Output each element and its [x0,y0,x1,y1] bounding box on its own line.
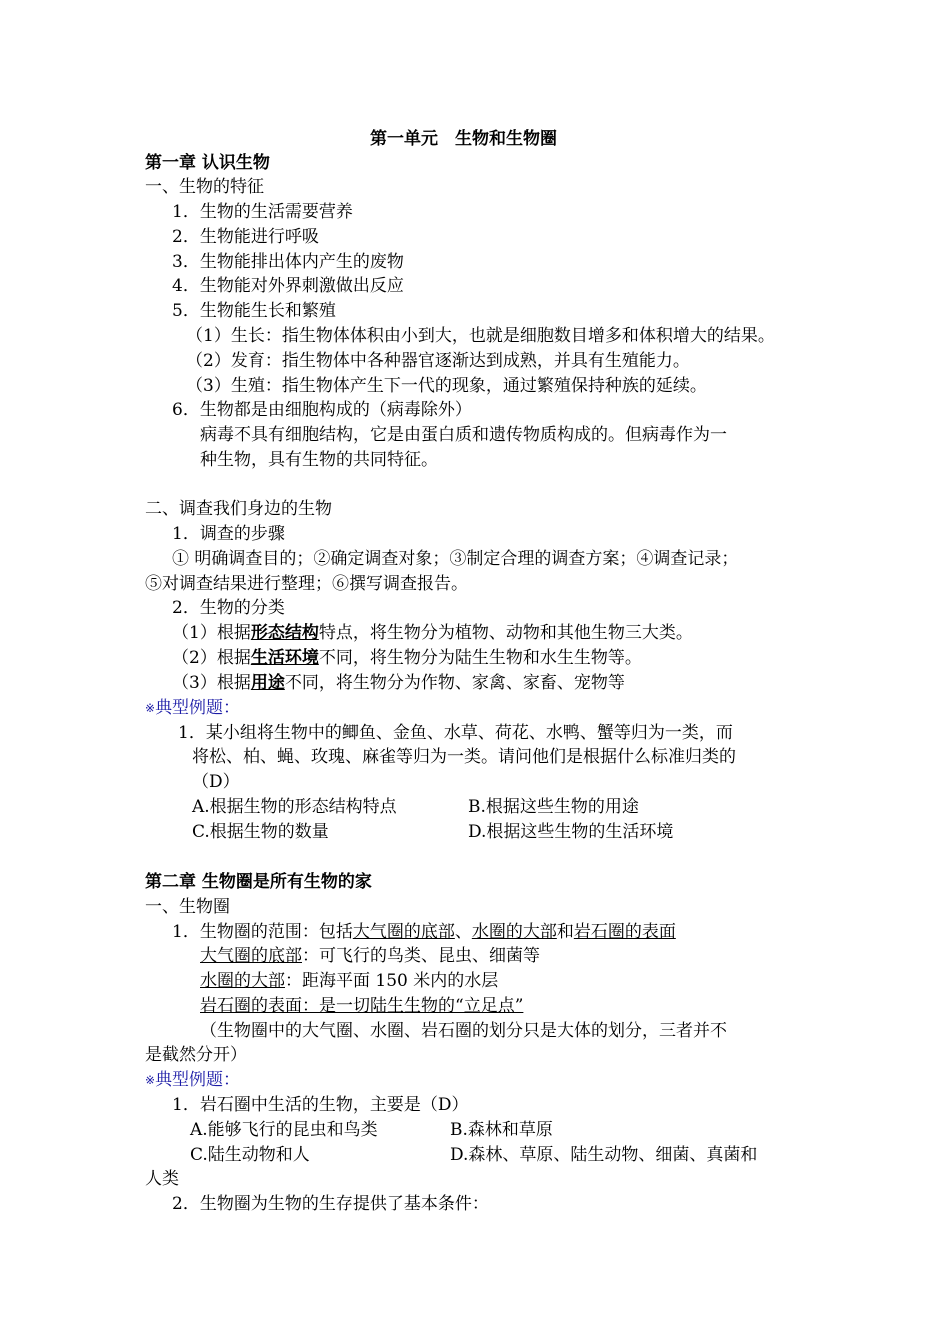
section-title: 一、生物的特征 [145,177,264,197]
option-c: C.根据生物的数量 [192,822,329,842]
definition-line: 大气圈的底部：可飞行的鸟类、昆虫、细菌等 [200,946,540,966]
sub-item: （1）根据形态结构特点，将生物分为植物、动物和其他生物三大类。 [172,623,693,643]
list-item: 1．调查的步骤 [172,524,285,544]
option-d-continued: 人类 [145,1169,179,1189]
example-label: ※典型例题： [145,698,241,718]
section-title: 二、调查我们身边的生物 [145,499,332,519]
example-label: ※典型例题： [145,1070,241,1090]
key-term: 形态结构 [250,623,319,643]
chapter-2-heading: 第二章 生物圈是所有生物的家 [145,872,372,892]
sub-item: （1）生长：指生物体体积由小到大，也就是细胞数目增多和体积增大的结果。 [186,326,775,346]
example-marker-icon: ※ [145,701,156,715]
option-d: D.根据这些生物的生活环境 [468,822,674,842]
option-a: A.能够飞行的昆虫和鸟类 [190,1120,378,1140]
sub-item: （2）根据生活环境不同，将生物分为陆生生物和水生生物等。 [172,648,642,668]
sub-item: （3）生殖：指生物体产生下一代的现象，通过繁殖保持种族的延续。 [186,376,707,396]
sub-item: （3）根据用途不同，将生物分为作物、家禽、家畜、宠物等 [172,673,625,693]
list-item: 4．生物能对外界刺激做出反应 [172,276,404,296]
list-item: 3．生物能排出体内产生的废物 [172,252,404,272]
key-term: 用途 [250,673,285,693]
paragraph-line: （生物圈中的大气圈、水圈、岩石圈的划分只是大体的划分，三者并不 [200,1021,727,1041]
paragraph-line: 种生物，具有生物的共同特征。 [200,450,438,470]
question-answer: （D） [192,772,240,792]
list-item: 2．生物能进行呼吸 [172,227,319,247]
list-item: 1．生物圈的范围：包括大气圈的底部、水圈的大部和岩石圈的表面 [172,922,676,942]
list-item: 2．生物的分类 [172,598,285,618]
definition-line: 水圈的大部：距海平面 150 米内的水层 [200,971,499,991]
chapter-1-heading: 第一章 认识生物 [145,153,270,173]
option-b: B.根据这些生物的用途 [468,797,639,817]
section-title: 一、生物圈 [145,897,230,917]
question-line: 将松、柏、蝇、玫瑰、麻雀等归为一类。请问他们是根据什么标准归类的 [192,747,736,767]
paragraph-line: ⑤对调查结果进行整理；⑥撰写调查报告。 [145,574,468,594]
unit-title: 第一单元 生物和生物圈 [370,129,557,149]
paragraph-line: 是截然分开） [145,1045,247,1065]
option-a: A.根据生物的形态结构特点 [192,797,397,817]
question-line: 1．某小组将生物中的鲫鱼、金鱼、水草、荷花、水鸭、蟹等归为一类，而 [178,723,733,743]
paragraph-line: ① 明确调查目的；②确定调查对象；③制定合理的调查方案；④调查记录； [172,549,739,569]
list-item: 1．生物的生活需要营养 [172,202,353,222]
option-b: B.森林和草原 [450,1120,553,1140]
definition-line: 岩石圈的表面：是一切陆生生物的“立足点” [200,996,524,1016]
example-marker-icon: ※ [145,1073,156,1087]
question-line: 1．岩石圈中生活的生物，主要是（D） [172,1095,469,1115]
question-line: 2．生物圈为生物的生存提供了基本条件： [172,1194,489,1214]
key-term: 生活环境 [250,648,319,668]
list-item: 5．生物能生长和繁殖 [172,301,336,321]
option-c: C.陆生动物和人 [190,1145,310,1165]
option-d: D.森林、草原、陆生动物、细菌、真菌和 [450,1145,758,1165]
list-item: 6．生物都是由细胞构成的（病毒除外） [172,400,472,420]
paragraph-line: 病毒不具有细胞结构，它是由蛋白质和遗传物质构成的。但病毒作为一 [200,425,727,445]
sub-item: （2）发育：指生物体中各种器官逐渐达到成熟，并具有生殖能力。 [186,351,690,371]
